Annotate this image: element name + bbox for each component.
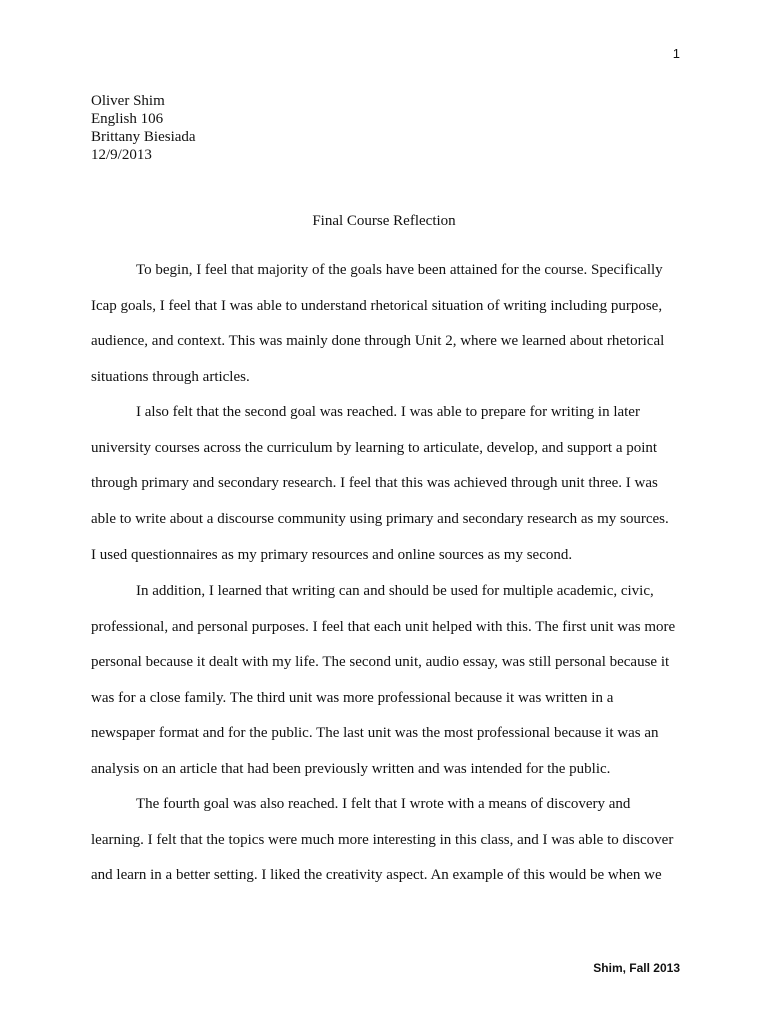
body-line: was for a close family. The third unit was more professional because it was written in a <box>91 690 614 706</box>
body-line: learning. I felt that the topics were much more interesting in this class, and I was able to discover <box>91 832 674 848</box>
body-line: In addition, I learned that writing can and should be used for multiple academic, civic, <box>136 583 654 599</box>
page-number: 1 <box>672 46 680 61</box>
body-line: personal because it dealt with my life. The second unit, audio essay, was still personal because it <box>91 654 670 670</box>
body-line: I used questionnaires as my primary resources and online sources as my second. <box>91 547 573 563</box>
body-line: Icap goals, I feel that I was able to understand rhetorical situation of writing including purpose, <box>91 298 663 314</box>
author-name: Oliver Shim <box>91 93 165 109</box>
body-line: university courses across the curriculum by learning to articulate, develop, and support a point <box>91 440 658 456</box>
instructor-name: Brittany Biesiada <box>91 129 196 145</box>
body-line: and learn in a better setting. I liked the creativity aspect. An example of this would be when we <box>91 867 662 883</box>
body-line: I also felt that the second goal was reached. I was able to prepare for writing in later <box>136 404 640 420</box>
body-line: audience, and context. This was mainly done through Unit 2, where we learned about rhetorical <box>91 333 665 349</box>
body-line: able to write about a discourse community using primary and secondary research as my sources. <box>91 511 669 527</box>
body-line: professional, and personal purposes. I feel that each unit helped with this. The first unit was more <box>91 619 676 635</box>
document-date: 12/9/2013 <box>91 147 152 163</box>
body-line: To begin, I feel that majority of the goals have been attained for the course. Specifically <box>136 262 663 278</box>
body-line: The fourth goal was also reached. I felt that I wrote with a means of discovery and <box>136 796 631 812</box>
document-title: Final Course Reflection <box>312 213 456 229</box>
body-line: situations through articles. <box>91 369 250 385</box>
body-line: analysis on an article that had been previously written and was intended for the public. <box>91 761 611 777</box>
course-name: English 106 <box>91 111 164 127</box>
body-line: newspaper format and for the public. The last unit was the most professional because it was an <box>91 725 659 741</box>
body-line: through primary and secondary research. I feel that this was achieved through unit three. I was <box>91 475 658 491</box>
page-footer: Shim, Fall 2013 <box>593 961 680 975</box>
